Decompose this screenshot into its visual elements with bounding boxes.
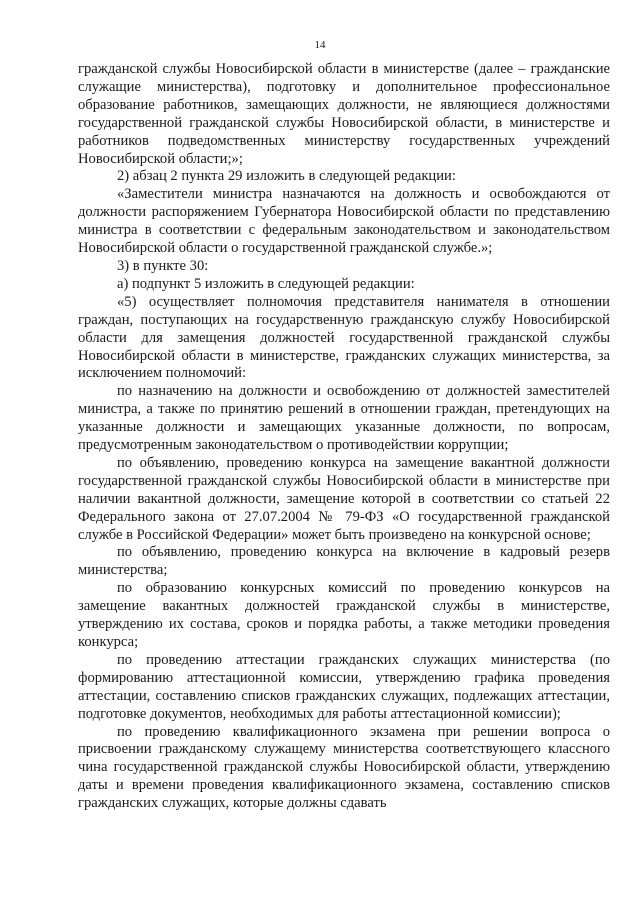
paragraph: гражданской службы Новосибирской области в министерстве (далее – гражданские служащие министерства), подготовку и дополнительное профессиональное образование работников, замещающих должности, не являющиеся должностями государственной гражданской службы Новосибирской области, в министерстве и работников подведомственных министерству государственных учреждений Новосибирской области;»; [78,61,610,167]
paragraph: по проведению аттестации гражданских служащих министерства (по формированию аттестационной комиссии, утверждению графика проведения аттестации, составлению списков гражданских служащих, подлежащих аттестации, подготовке документов, необходимых для работы аттестационной комиссии); [78,651,610,722]
paragraph: по образованию конкурсных комиссий по проведению конкурсов на замещение вакантных должностей гражданской службы в министерстве, утверждению их состава, сроков и порядка работы, а также методики проведения конкурса; [78,580,610,650]
paragraph: а) подпункт 5 изложить в следующей редакции: [117,275,415,292]
body-text [78,61,610,813]
page-number: 14 [314,39,326,51]
paragraph: «5) осуществляет полномочия представителя нанимателя в отношении граждан, поступающих на государственную гражданскую службу Новосибирской области для замещения должностей государственной гражданской службы Новосибирской области в министерстве, гражданских служащих министерства, за исключением полномочий: [78,293,610,382]
paragraph: «Заместители министра назначаются на должность и освобождаются от должности распоряжением Губернатора Новосибирской области по представлению министра в соответствии с федеральным законодательством и законодательством Новосибирской области о государственной гражданской службе.»; [78,186,610,257]
paragraph: по проведению квалификационного экзамена при решении вопроса о присвоении гражданскому служащему министерства соответствующего классного чина государственной гражданской службы Новосибирской области, утверждению даты и времени проведения квалификационного экзамена, составлению списков гражданских служащих, которые должны сдавать [78,723,610,812]
paragraph: по объявлению, проведению конкурса на замещение вакантной должности государственной гражданской службы Новосибирской области в министерстве при наличии вакантной должности, замещение которой в соответствии со статьей 22 Федерального закона от 27.07.2004 № 79-ФЗ «О государственной гражданской службе в Российской Федерации» может быть произведено на конкурсной основе; [78,454,610,543]
paragraph: по объявлению, проведению конкурса на включение в кадровый резерв министерства; [78,544,610,579]
paragraph: 2) абзац 2 пункта 29 изложить в следующей редакции: [117,168,456,185]
paragraph: 3) в пункте 30: [117,257,209,274]
paragraph: по назначению на должности и освобождению от должностей заместителей министра, а также по принятию решений в отношении граждан, претендующих на указанные должности и замещающих указанные должности, по вопросам, предусмотренным законодательством о противодействии коррупции; [78,383,610,454]
